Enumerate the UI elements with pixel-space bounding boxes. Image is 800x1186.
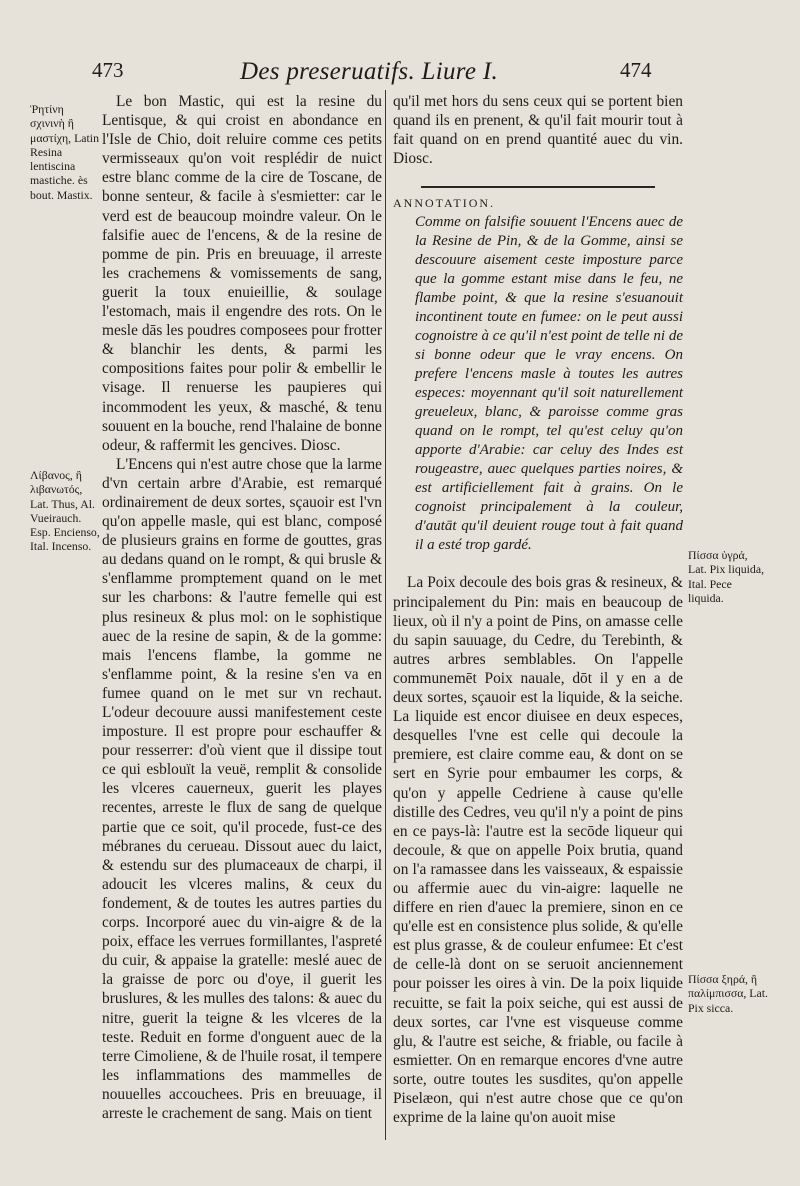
paragraph-continuation: qu'il met hors du sens ceux qui se portent bien quand ils en prenent, & qu'il fait mourir tout à fait quand on en prend quantité auec du vin. Diosc. [393, 93, 683, 168]
left-column [102, 92, 382, 1123]
margin-note-poix-seiche: Πίσσα ξηρά, ἢ παλίμπισσα, Lat. Pix sicca. [688, 972, 768, 1015]
page-header [0, 58, 800, 92]
left-page-number: 473 [92, 58, 124, 82]
annotation-rule [421, 186, 655, 188]
running-title: Des preseruatifs. Liure I. [240, 58, 499, 85]
paragraph-mastic: Le bon Mastic, qui est la resine du Lentisque, & qui croist en abondance en l'Isle de Chio, doit reluire comme ces petits vermisseaux qu'on voit resplédir de nuict estre blanc comme de la cire de Toscane, de bonne senteur, & facile à s'esmietter: car le verd est de beaucoup moindre valeur. On le falsifie auec de l'encens, & de la resine de pomme de pin. Pris en breuuage, il arreste les crachemens & vomissements de sang, guerit la toux enuieillie, & soulage l'estomach, mais il engendre des rots. On le mesle dās les poudres composees pour frotter & blanchir les dents, & parmi les compositions faites pour polir & embellir le visage. Il renuerse les paupieres qui incommodent les yeux, & masché, & tenu souuent en la bouche, rend l'halaine de bonne odeur, & raffermit les gencives. Diosc. [102, 93, 382, 454]
right-column [393, 92, 683, 1127]
margin-note-encens: Λίβανος, ἢ λιβανωτός, Lat. Thus, Al. Vueirauch. Esp. Encienso, Ital. Incenso. [30, 468, 100, 554]
annotation-text: Comme on falsifie souuent l'Encens auec de la Resine de Pin, & de la Gomme, ainsi se descouure aisement ceste imposture parce que la gomme estant mise dans le feu, ne flambe point, & que la resine s'esuanouit incontinent toute en fumee: on le peut aussi cognoistre à ce qu'il n'est point de telle ni de si bonne odeur que le vray encens. On prefere l'encens masle à toutes les autres especes: moyennant qu'il soit naturellement greueleux, blanc, & paroisse comme gras quand on le rompt, tel qu'est celuy qu'on apporte d'Arabie: car celuy des Indes est rougeastre, auec quelques parties noires, & est artificiellement fait à grains. On le cognoist principalement à la couleur, d'autāt qu'il deuient rouge tout à fait quand il a esté trop gardé. [415, 214, 683, 554]
margin-note-mastic: Ῥητίνη σχινινὴ ἢ μαστίχη, Latin Resina lentiscina mastiche. ès bout. Mastix. [30, 102, 99, 202]
annotation-heading: ANNOTATION. [393, 196, 496, 211]
margin-note-poix-liquide: Πίσσα ὑγρά, Lat. Pix liquida, Ital. Pece liquida. [688, 548, 765, 605]
paragraph-poix: La Poix decoule des bois gras & resineux, & principalement du Pin: mais en beaucoup de lieux, où il n'y a point de Pins, on amasse celle du sapin sauuage, du Cedre, du Terebinth, & autres arbres semblables. On l'appelle communemēt Poix nauale, dōt il y en a de deux sortes, sçauoir est la liquide, & la seiche. La liquide est encor diuisee en deux especes, desquelles l'vne est celle qui decoule la premiere, est claire comme eau, & dont on se sert en Syrie pour embaumer les corps, & qu'on y appelle Cedriene à cause qu'elle distille des Cedres, veu qu'il n'y a point de pins en ce pays-là: l'autre est la secōde liqueur qui decoule, & que on appelle Poix brutia, quand on l'a ramassee dans les vaisseaux, & espaissie ou affermie auec du vin-aigre: laquelle ne differe en rien d'auec la premiere, sinon en ce qu'elle est en consistence plus solide, & qu'elle est plus grasse, & de couleur enfumee: Et c'est de celle-là dont on se seruoit anciennement pour poisser les oires à vin. De la poix liquide recuitte, se fait la poix seiche, qui est aussi de deux sortes, car l'vne est visqueuse comme glu, & l'autre est seiche, & friable, ou facile à esmietter. On en remarque encores d'vne autre sorte, outre toutes les susdites, qu'on appelle Piselæon, qui n'est autre chose que ce qu'on exprime de la laine qu'on auoit mise [393, 574, 683, 1127]
column-divider [385, 90, 386, 1140]
right-page-number: 474 [620, 58, 652, 82]
spacer [393, 555, 683, 573]
paragraph-encens: L'Encens qui n'est autre chose que la larme d'vn certain arbre d'Arabie, est remarqué ordinairement de deux sortes, sçauoir est l'vn qu'on appelle masle, qui est blanc, composé de plusieurs grains en forme de gouttes, gras au dedans quand on le rompt, & qui brusle & s'enflamme promptement quand on le met sur les charbons: & l'autre femelle qui est plus resineux & plus mol: on le sophistique auec de la resine de sapin, & de la gomme: mais l'encens flambe, la gomme ne s'enflamme point, & la resine s'en va en fumee quand on le met sur vn rechaut. L'odeur decouure aussi manifestement ceste imposture. Il est propre pour eschauffer & pour resserrer: d'où vient que il dissipe tout ce qui esblouït la veuë, remplit & consolide les vlceres cauerneux, guerit les playes recentes, arreste le flux de sang de quelque partie que ce soit, qu'il procede, fust-ce des mébranes du cerueau. Dissout auec du laict, & estendu sur des plumaceaux de charpi, il adoucit les vlceres malins, & ceux du fondement, & de toutes les autres parties du corps. Incorporé auec du vin-aigre & de la poix, efface les verrues formillantes, l'aspreté du cuir, & appaise la gratelle: meslé auec de la graisse de porc ou d'oye, il guerit les bruslures, & les mulles des talons: & auec du nitre, guerit la teigne & les vlceres de la teste. Reduit en forme d'onguent auec de la terre Cimoliene, & de l'huile rosat, il tempere les inflammations des mammelles de nouuelles accouchees. Pris en breuuage, il arreste le crachement de sang. Mais on tient [102, 455, 382, 1122]
